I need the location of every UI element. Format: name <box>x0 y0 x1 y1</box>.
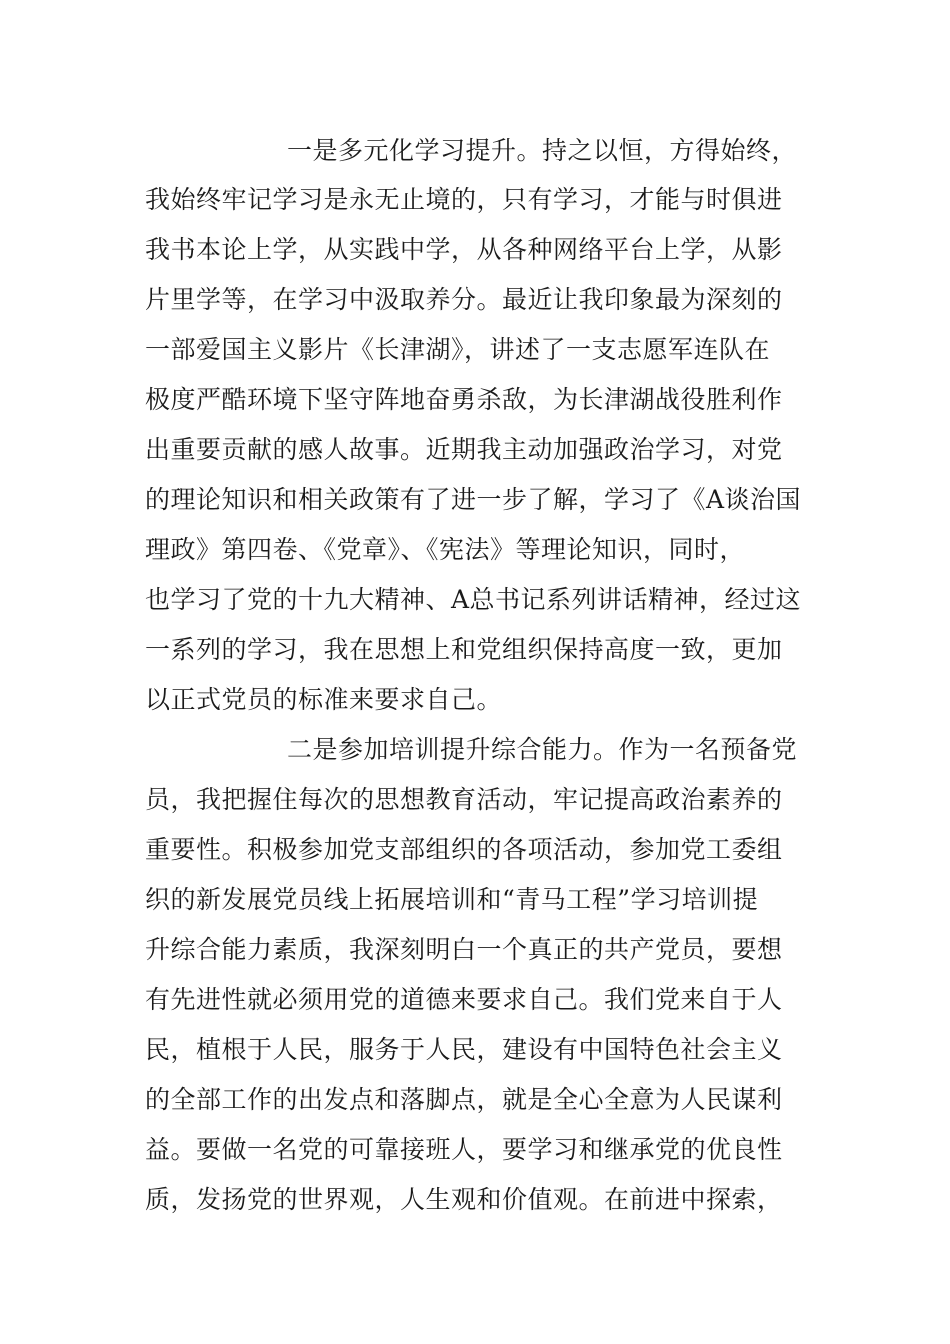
paragraph-2-line-7: 民，植根于人民，服务于人民，建设有中国特色社会主义 <box>145 1035 783 1064</box>
paragraph-1-line-2: 我始终牢记学习是永无止境的，只有学习，才能与时俱进 <box>145 185 783 214</box>
paragraph-1-line-1: 一是多元化学习提升。持之以恒，方得始终， <box>287 136 798 165</box>
paragraph-1-line-4: 片里学等，在学习中汲取养分。最近让我印象最为深刻的 <box>145 285 783 314</box>
paragraph-2-line-6: 有先进性就必须用党的道德来要求自己。我们党来自于人 <box>145 985 783 1014</box>
paragraph-2-line-3: 重要性。积极参加党支部组织的各项活动，参加党工委组 <box>145 835 783 864</box>
paragraph-2-line-2: 员，我把握住每次的思想教育活动，牢记提高政治素养的 <box>145 785 783 814</box>
paragraph-1-line-7: 出重要贡献的感人故事。近期我主动加强政治学习，对党 <box>145 435 783 464</box>
paragraph-1-line-9: 理政》第四卷、《党章》、《宪法》等理论知识，同时， <box>145 535 746 564</box>
paragraph-2-line-8: 的全部工作的出发点和落脚点，就是全心全意为人民谋利 <box>145 1085 783 1114</box>
paragraph-1-line-12: 以正式党员的标准来要求自己。 <box>145 685 503 714</box>
paragraph-1-line-11: 一系列的学习，我在思想上和党组织保持高度一致，更加 <box>145 635 783 664</box>
paragraph-2-line-4: 织的新发展党员线上拓展培训和“青马工程”学习培训提 <box>145 885 759 914</box>
paragraph-2-line-5: 升综合能力素质，我深刻明白一个真正的共产党员，要想 <box>145 935 783 964</box>
paragraph-1-line-10: 也学习了党的十九大精神、A总书记系列讲话精神，经过这 <box>145 585 802 614</box>
paragraph-2-line-10: 质，发扬党的世界观，人生观和价值观。在前进中探索， <box>145 1185 783 1214</box>
paragraph-1-line-8: 的理论知识和相关政策有了进一步了解，学习了《A谈治国 <box>145 485 802 514</box>
paragraph-2-line-9: 益。要做一名党的可靠接班人，要学习和继承党的优良性 <box>145 1135 783 1164</box>
paragraph-1-line-5: 一部爱国主义影片《长津湖》，讲述了一支志愿军连队在 <box>145 335 771 364</box>
paragraph-2-line-1: 二是参加培训提升综合能力。作为一名预备党 <box>287 735 798 764</box>
paragraph-1-line-6: 极度严酷环境下坚守阵地奋勇杀敌，为长津湖战役胜利作 <box>145 385 783 414</box>
paragraph-1-line-3: 我书本论上学，从实践中学，从各种网络平台上学，从影 <box>145 235 783 264</box>
